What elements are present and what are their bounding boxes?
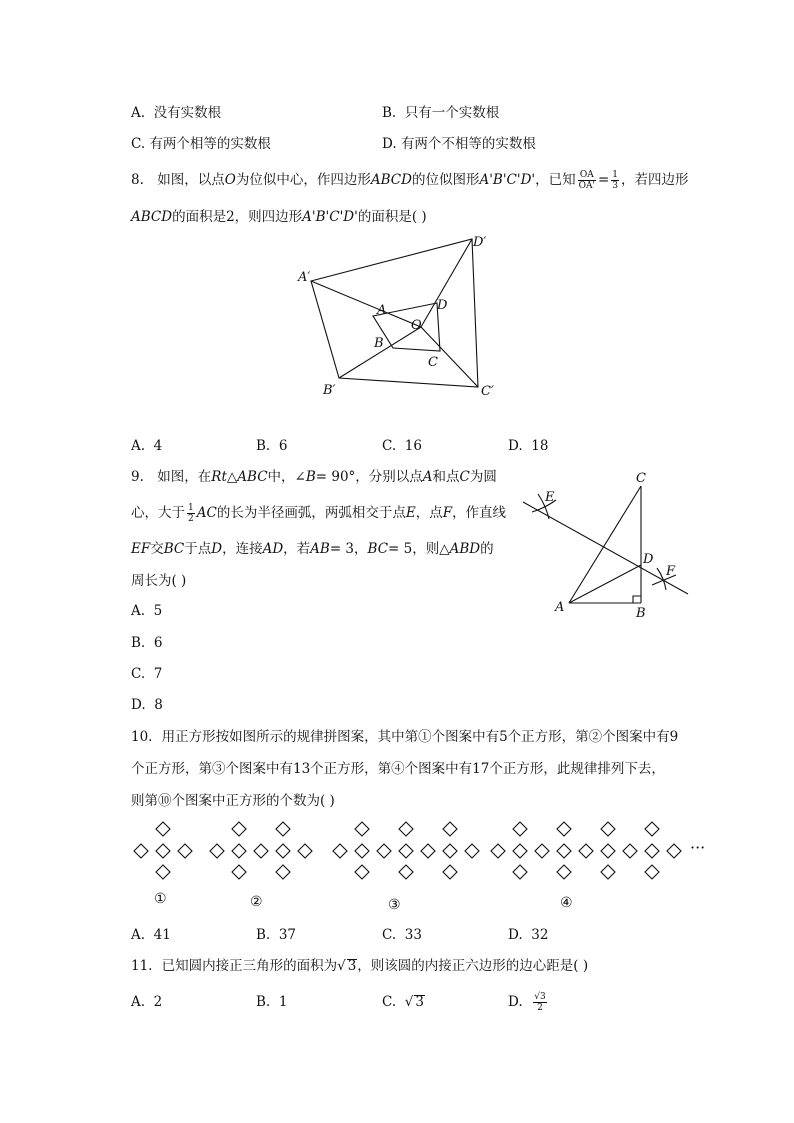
q10-pattern-2-square [276,844,290,858]
q10-pattern-4-square [557,844,571,858]
q10-pattern-3-square [355,822,369,836]
q10-pattern-2-square [232,865,246,879]
q10-pattern-1-square [156,822,170,836]
q10-option-b: B. 37 [256,927,296,943]
q10-pattern-4-square [601,865,615,879]
q10-pattern-4-square [601,844,615,858]
q8-label-d1: D′ [473,235,487,250]
q10-pattern-3-square [377,844,391,858]
q8-label-c: C [428,355,438,370]
q10-pattern-4-square [513,844,527,858]
q10-pattern-2-square [232,822,246,836]
q10-pattern-label-2: ② [250,894,263,910]
q8-label-b1: B′ [323,383,336,398]
q10-pattern-1-square [156,844,170,858]
q11-option-d: D. $\frac{√3}{2}$ [508,992,546,1013]
q10-stem-line3: 则第⑩个图案中正方形的个数为( ) [131,793,335,809]
q10-pattern-4-square [645,822,659,836]
q10-pattern-2-square [232,844,246,858]
q9-label-a: A [555,600,565,615]
q10-pattern-2-square [210,844,224,858]
q10-option-d: D. 32 [508,927,549,943]
q10-pattern-4-square [623,844,637,858]
q10-pattern-4-square [513,822,527,836]
q10-pattern-2-square [298,844,312,858]
q8-label-a1: A′ [298,270,311,285]
q8-fraction: $\frac{OA}{OA'}$ [578,170,595,191]
q10-pattern-1-square [134,844,148,858]
q8-option-d: D. 18 [508,438,549,454]
q10-pattern-3-square [399,822,413,836]
q7-option-b: B. 只有一个实数根 [382,105,500,121]
q8-stem-line1: 8. 如图，以点O为位似中心，作四边形ABCD的位似图形A'B'C'D'，已知 $\frac{OA}{OA'}$ = $\frac{1}{3}$ ，若四边形 [131,170,689,191]
q10-pattern-label-4: ④ [560,895,573,911]
q8-option-b: B. 6 [256,438,288,454]
q10-pattern-3-square [443,844,457,858]
q10-pattern-4-square [557,865,571,879]
q10-pattern-1-square [156,865,170,879]
q10-option-a: A. 41 [131,927,171,943]
q9-label-f: F [666,564,676,579]
q9-stem-line4: 周长为( ) [131,573,187,589]
q8-label-d: D [437,298,448,313]
q9-option-c: C. 7 [131,666,163,682]
q11-option-a: A. 2 [131,994,163,1010]
q10-pattern-3-square [465,844,479,858]
q9-figure [510,465,700,625]
q10-pattern-4-square [645,865,659,879]
q10-stem-line1: 10. 用正方形按如图所示的规律拼图案，其中第①个图案中有5个正方形，第②个图案中有9 [131,729,679,745]
q11-option-c: C. √ 3 [382,994,424,1010]
q10-pattern-4-square [535,844,549,858]
q10-ellipsis: ··· [690,838,706,857]
q10-pattern-3-square [355,865,369,879]
q9-option-d: D. 8 [131,697,163,713]
q10-pattern-3-square [399,844,413,858]
q10-pattern-3-square [399,865,413,879]
q10-stem-line2: 个正方形，第③个图案中有13个正方形，第④个图案中有17个正方形，此规律排列下去， [131,761,665,777]
q10-pattern-4-square [667,844,681,858]
q10-pattern-1-square [178,844,192,858]
q9-label-c: C [636,471,646,486]
q8-stem-line2: ABCD的面积是2，则四边形A'B'C'D'的面积是( ) [131,209,427,225]
q10-pattern-3-square [443,865,457,879]
q10-pattern-4-square [645,844,659,858]
q10-pattern-3-square [333,844,347,858]
q8-figure [290,228,510,403]
q10-pattern-4-square [601,822,615,836]
q9-half: $\frac{1}{2}$ [188,503,194,524]
q8-label-a: A [377,303,387,318]
q8-outer-quad [311,239,478,387]
q9-label-e: E [545,490,555,505]
q10-pattern-label-3: ③ [388,897,401,913]
q8-ratio: $\frac{1}{3}$ [612,170,619,191]
q10-pattern-3-square [421,844,435,858]
q9-label-b: B [636,606,646,621]
q8-option-c: C. 16 [382,438,422,454]
q10-pattern-4-square [491,844,505,858]
q10-pattern-label-1: ① [154,891,167,907]
q10-pattern-figure [125,815,725,890]
q10-pattern-4-square [579,844,593,858]
q8-label-b: B [374,336,384,351]
q10-pattern-4-square [557,822,571,836]
q7-option-a: A. 没有实数根 [131,105,222,121]
q7-option-c: C. 有两个相等的实数根 [131,136,271,152]
q10-pattern-2-square [276,865,290,879]
q9-stem-line1: 9. 如图，在Rt△ABC中，∠B= 90°，分别以点A和点C为圆 [131,469,497,485]
q9-stem-line3: EF交BC于点D，连接AD，若AB= 3，BC= 5，则△ABD的 [131,541,494,557]
q8-label-o: O [411,318,422,333]
q8-label-c1: C′ [481,384,494,399]
q9-option-b: B. 6 [131,635,163,651]
q9-stem-line2: 心，大于 $\frac{1}{2}$ AC的长为半径画弧，两弧相交于点E，点F，作直线 [131,503,507,524]
q10-option-c: C. 33 [382,927,422,943]
q11-stem: 11. 已知圆内接正三角形的面积为√ 3，则该圆的内接正六边形的边心距是( ) [131,958,589,974]
q10-pattern-4-square [513,865,527,879]
q10-pattern-2-square [254,844,268,858]
q7-option-d: D. 有两个不相等的实数根 [382,136,536,152]
q10-pattern-3-square [355,844,369,858]
q10-pattern-2-square [276,822,290,836]
q8-option-a: A. 4 [131,438,163,454]
q9-option-a: A. 5 [131,603,163,619]
q11-option-d-fraction: $\frac{√3}{2}$ [534,992,546,1013]
q11-option-b: B. 1 [256,994,288,1010]
q10-pattern-3-square [443,822,457,836]
q9-label-d: D [643,552,654,567]
